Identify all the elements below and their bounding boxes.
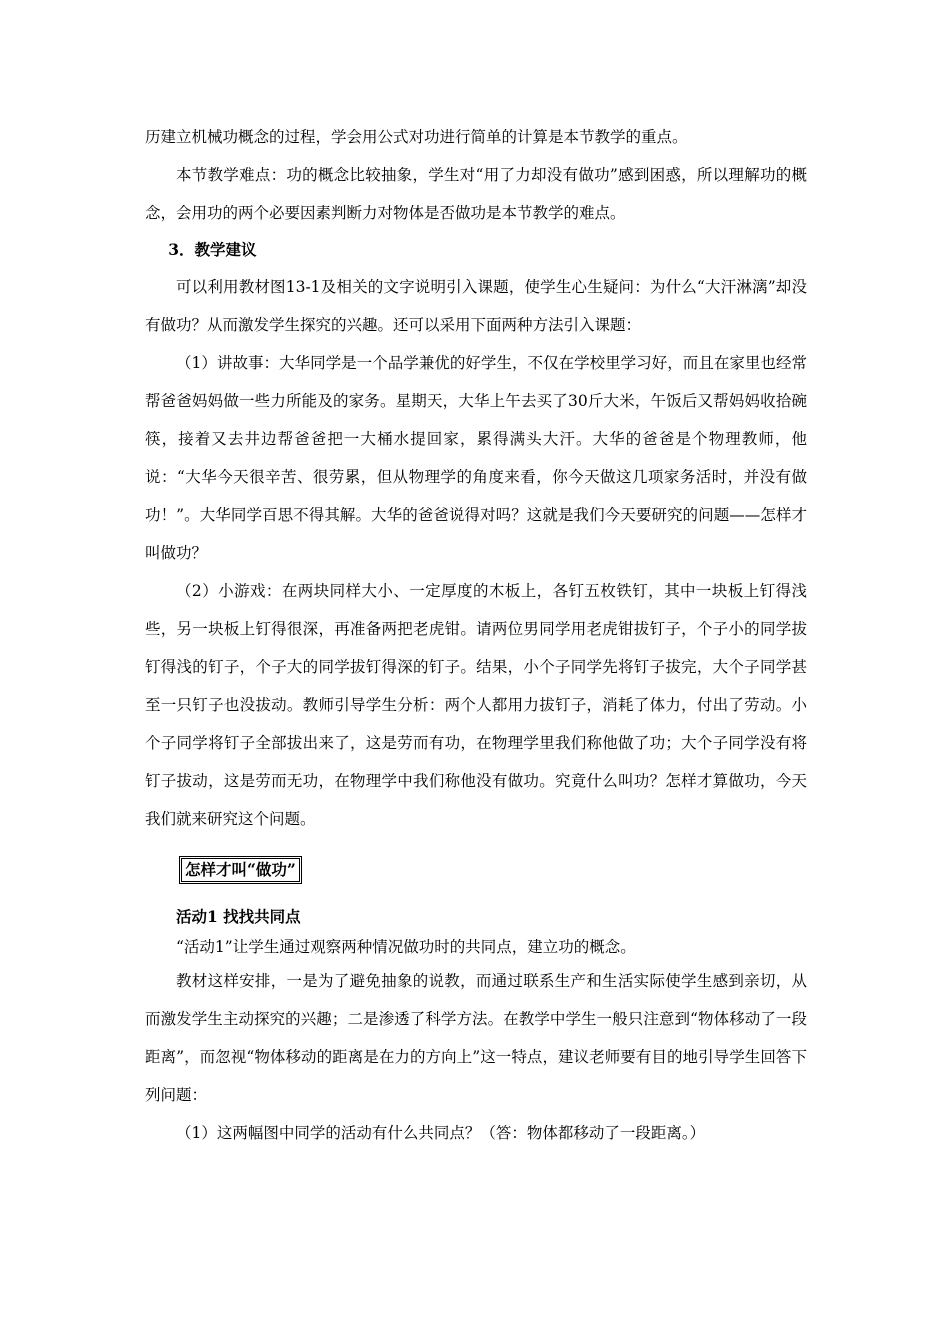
activity-intro: “活动1”让学生通过观察两种情况做功时的共同点，建立功的概念。 <box>176 938 636 956</box>
paragraph-introduction: 可以利用教材图13-1及相关的文字说明引入课题，使学生心生疑问：为什么“大汗淋漓”却没有做功？从而激发学生探究的兴趣。还可以采用下面两种方法引入课题： <box>145 278 807 334</box>
boxed-title-wrapper <box>145 838 807 902</box>
paragraph-game: （2）小游戏：在两块同样大小、一定厚度的木板上，各钉五枚铁钉，其中一块板上钉得浅些，另一块板上钉得很深，再准备两把老虎钳。请两位男同学用老虎钳拔钉子，个子小的同学拔钉得浅的钉子，个子大的同学拔钉得深的钉子。结果，小个子同学先将钉子拔完，大个子同学甚至一只钉子也没拔动。教师引导学生分析：两个人都用力拔钉子，消耗了体力，付出了劳动。小个子同学将钉子全部拔出来了，这是劳而有功，在物理学里我们称他做了功；大个子同学没有将钉子拔动，这是劳而无功，在物理学中我们称他没有做功。究竟什么叫功？怎样才算做功，今天我们就来研究这个问题。 <box>145 582 807 828</box>
document-body <box>145 118 807 1152</box>
paragraph-difficulties: 本节教学难点：功的概念比较抽象，学生对“用了力却没有做功”感到困惑，所以理解功的概念，会用功的两个必要因素判断力对物体是否做功是本节教学的难点。 <box>145 166 807 222</box>
activity-heading: 活动1 找找共同点 <box>176 907 301 926</box>
boxed-title: 怎样才叫“做功” <box>179 856 302 884</box>
paragraph-story: （1）讲故事：大华同学是一个品学兼优的好学生，不仅在学校里学习好，而且在家里也经常帮爸爸妈妈做一些力所能及的家务。星期天，大华上午去买了30斤大米，午饭后又帮妈妈收拾碗筷，接着又去井边帮爸爸把一大桶水提回家，累得满头大汗。大华的爸爸是个物理教师，他说：“大华今天很辛苦、很劳累，但从物理学的角度来看，你今天做这几项家务活时，并没有做功！”。大华同学百思不得其解。大华的爸爸说得对吗？这就是我们今天要研究的问题——怎样才叫做功？ <box>145 354 807 562</box>
section-heading-teaching-suggestions: 3．教学建议 <box>168 240 257 259</box>
paragraph-question-1: （1）这两幅图中同学的活动有什么共同点？（答：物体都移动了一段距离。） <box>176 1124 706 1142</box>
paragraph-textbook-arrangement: 教材这样安排，一是为了避免抽象的说教，而通过联系生产和生活实际使学生感到亲切，从而激发学生主动探究的兴趣；二是渗透了科学方法。在教学中学生一般只注意到“物体移动了一段距离”，而忽视“物体移动的距离是在力的方向上”这一特点，建议老师要有目的地引导学生回答下列问题： <box>145 972 807 1104</box>
paragraph-key-points: 历建立机械功概念的过程，学会用公式对功进行简单的计算是本节教学的重点。 <box>145 128 688 146</box>
